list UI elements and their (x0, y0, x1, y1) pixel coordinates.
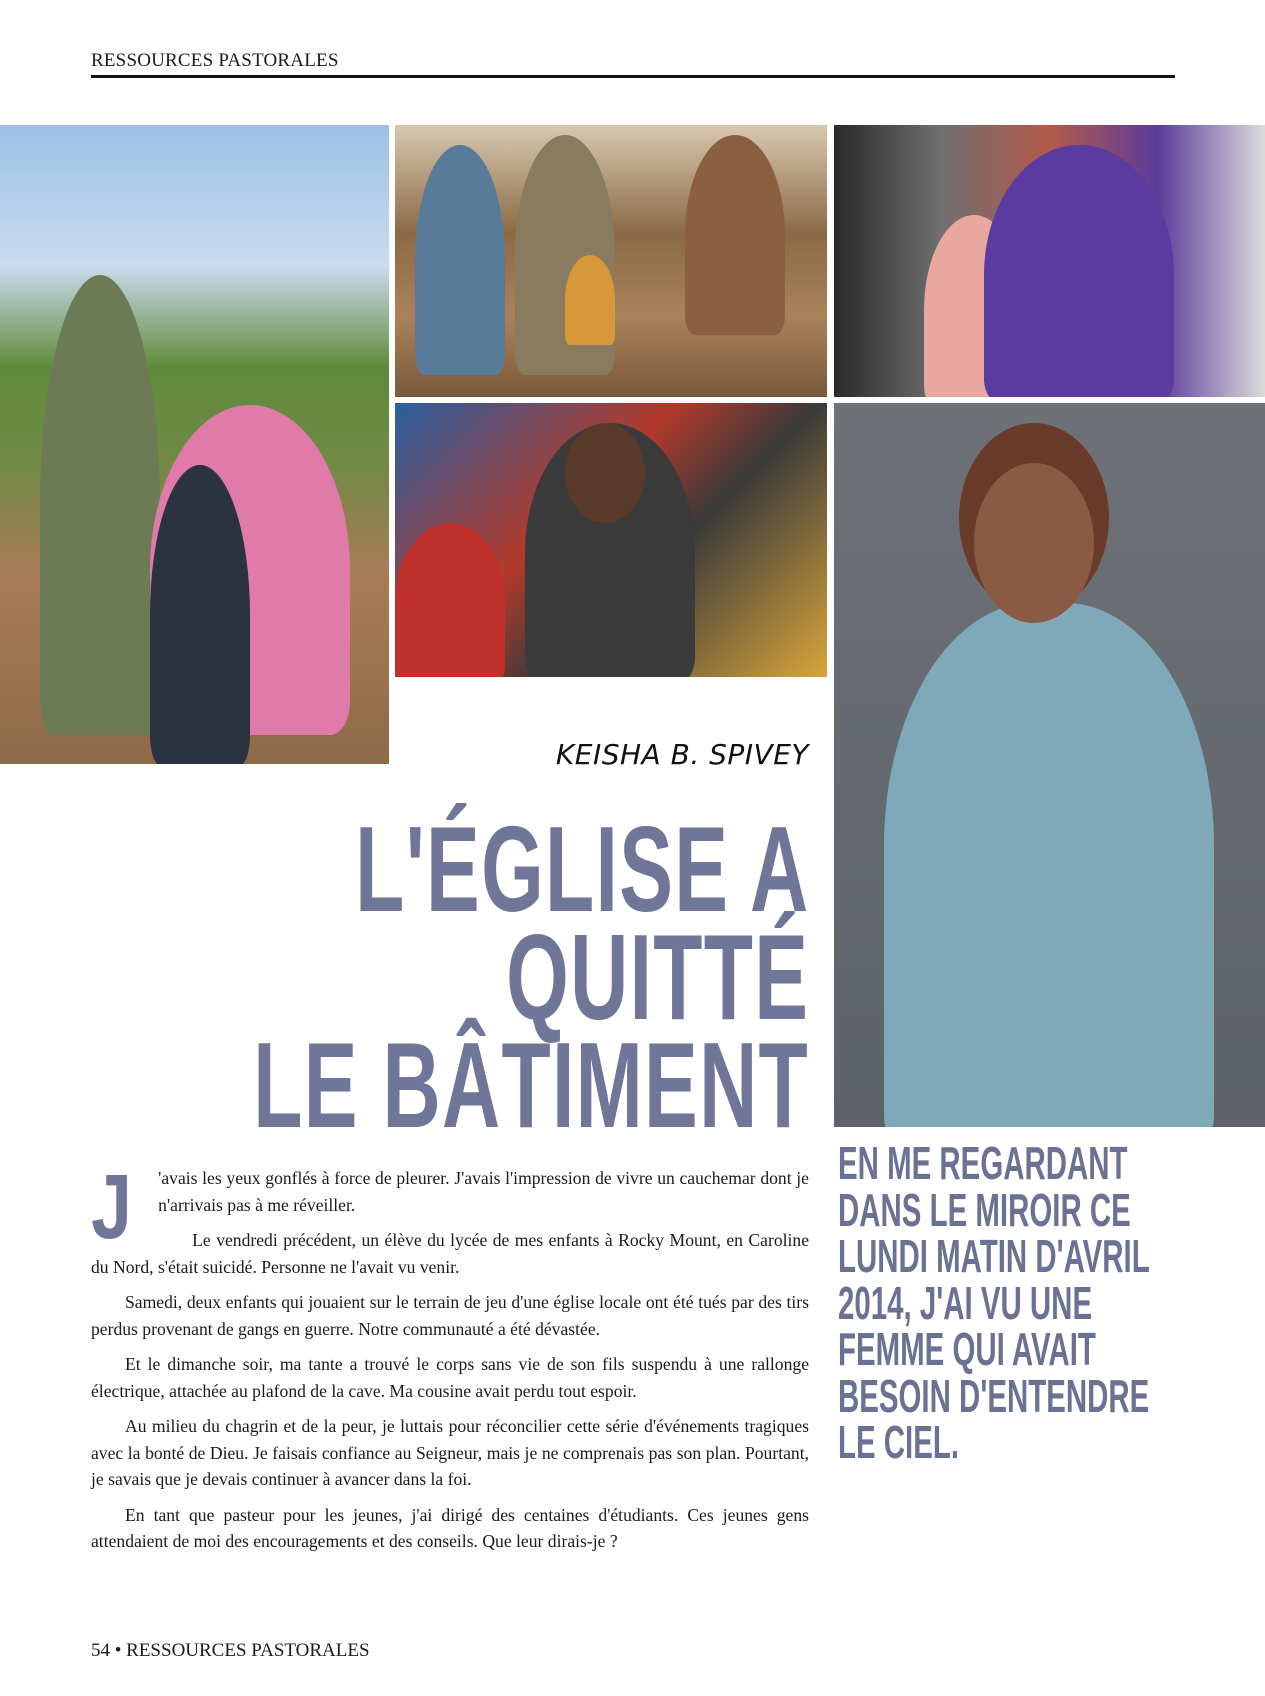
paragraph: J 'avais les yeux gonflés à force de pleurer. J'avais l'impression de vivre un cauchemar dont je n'arrivais pas à me réveiller. (91, 1156, 809, 1258)
pull-quote (838, 1137, 1265, 1468)
photo-hug-outdoors (0, 125, 389, 764)
paragraph: Au milieu du chagrin et de la peur, je luttais pour réconcilier cette série d'événements tragiques avec la bonté de Dieu. Je faisais confiance au Seigneur, mais je ne comprenais pas son plan. Pourtant, je savais que je devais continuer à avancer dans la foi. (91, 1416, 809, 1489)
pull-quote-line: FEMME QUI AVAIT (838, 1323, 1096, 1375)
pull-quote-line: EN ME REGARDANT (838, 1137, 1128, 1189)
photo-girl-praying (395, 403, 827, 677)
photo-water-well (395, 125, 827, 397)
drop-cap: J (91, 1156, 132, 1258)
pull-quote-line: BESOIN D'ENTENDRE (838, 1369, 1150, 1422)
page-number: 54 (91, 1640, 110, 1661)
paragraph: En tant que pasteur pour les jeunes, j'ai dirigé des centaines d'étudiants. Ces jeunes gens attendaient de moi des encouragements et des conseils. Que leur dirais-je ? (91, 1504, 809, 1551)
article-body (91, 1156, 809, 1564)
pull-quote-line: LUNDI MATIN D'AVRIL (838, 1230, 1150, 1282)
author-byline: KEISHA B. SPIVEY (555, 738, 809, 771)
title-line-1: L'ÉGLISE A (354, 801, 809, 937)
title-line-3: LE BÂTIMENT (253, 1017, 809, 1153)
title-line-2: QUITTÉ (505, 909, 809, 1045)
footer-publication: RESSOURCES PASTORALES (126, 1640, 370, 1661)
paragraph: Et le dimanche soir, ma tante a trouvé le corps sans vie de son fils suspendu à une rallonge électrique, attachée au plafond de la cave. Ma cousine avait perdu tout espoir. (91, 1354, 809, 1401)
photo-prayer-event (834, 125, 1265, 397)
running-header: RESSOURCES PASTORALES (91, 50, 339, 71)
photo-author-portrait (834, 403, 1265, 1127)
paragraph: Le vendredi précédent, un élève du lycée de mes enfants à Rocky Mount, en Caroline du Nord, s'était suicidé. Personne ne l'avait vu venir. (91, 1230, 809, 1277)
paragraph: Samedi, deux enfants qui jouaient sur le terrain de jeu d'une église locale ont été tués par des tirs perdus provenant de gangs en guerre. Notre communauté a été dévastée. (91, 1292, 809, 1339)
pull-quote-line: 2014, J'AI VU UNE (838, 1276, 1093, 1329)
footer-separator: • (114, 1640, 122, 1661)
pull-quote-line: LE CIEL. (838, 1416, 960, 1468)
pull-quote-line: DANS LE MIROIR CE (838, 1183, 1131, 1236)
page-footer (91, 1640, 370, 1662)
header-rule (91, 75, 1175, 78)
